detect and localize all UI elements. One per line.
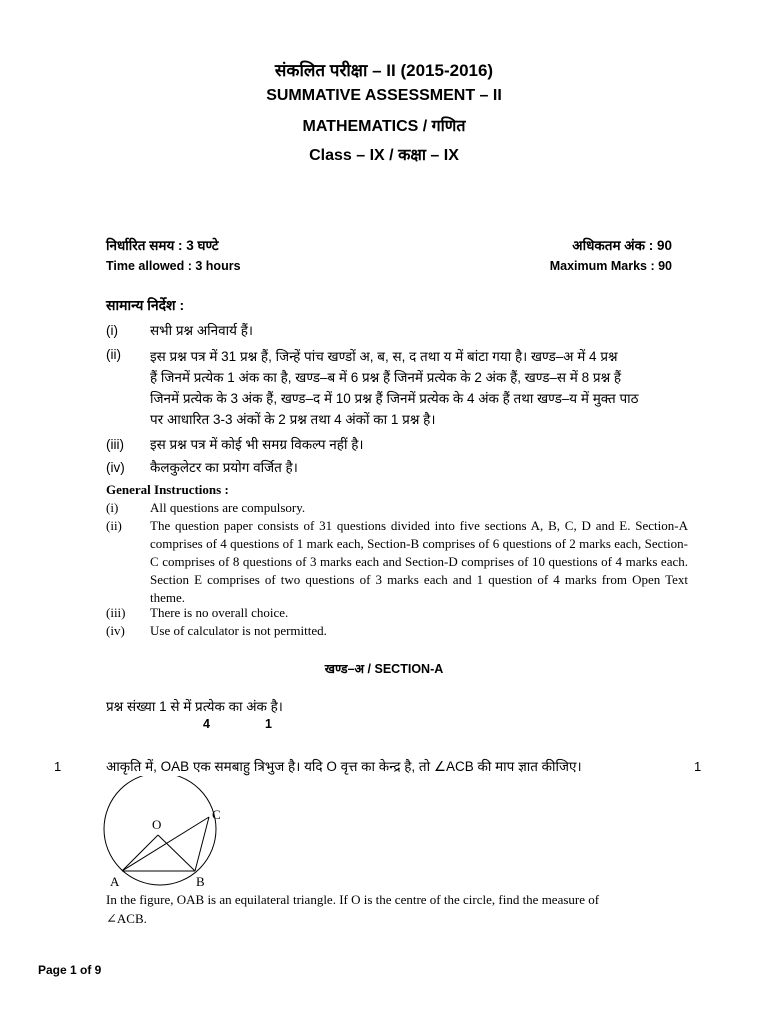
question-text-english-cont: ∠ACB. — [106, 911, 147, 926]
page-number: Page 1 of 9 — [38, 963, 102, 977]
item-number: (ii) — [106, 518, 122, 533]
label-o: O — [152, 817, 162, 832]
exam-title-english: SUMMATIVE ASSESSMENT – II — [266, 87, 502, 104]
item-number: (i) — [106, 323, 118, 338]
item-number: (iii) — [106, 437, 124, 452]
item-text: There is no overall choice. — [150, 605, 289, 620]
item-text-block — [150, 346, 688, 430]
general-instructions-title: General Instructions : — [106, 482, 229, 497]
segment-bc — [195, 817, 209, 871]
item-number: (iv) — [106, 460, 125, 475]
item-number: (iv) — [106, 623, 125, 638]
item-text: कैलकुलेटर का प्रयोग वर्जित है। — [150, 460, 298, 475]
max-marks-hindi: अधिकतम अंक : 90 — [572, 238, 672, 253]
label-a: A — [110, 874, 120, 889]
item-text-line: हैं जिनमें प्रत्येक 1 अंक का है, खण्ड–ब में 6 प्रश्न हैं जिनमें प्रत्येक के 2 अंक हैं, खण्ड–स में 8 प्रश्न हैं — [150, 370, 622, 385]
question-text-english: In the figure, OAB is an equilateral triangle. If O is the centre of the circle, find the measure of — [106, 892, 600, 907]
time-allowed-hindi: निर्धारित समय : 3 घण्टे — [106, 238, 219, 253]
segment-ac — [122, 817, 209, 871]
section-intro-count: 4 — [203, 717, 210, 731]
label-b: B — [196, 874, 205, 889]
question-marks: 1 — [694, 759, 702, 774]
segment-oa — [122, 835, 158, 871]
item-text: इस प्रश्न पत्र में कोई भी समग्र विकल्प नहीं है। — [150, 437, 364, 452]
exam-title-hindi: संकलित परीक्षा – II (2015-2016) — [274, 61, 494, 80]
item-text-line: जिनमें प्रत्येक के 3 अंक हैं, खण्ड–द में 10 प्रश्न हैं जिनमें प्रत्येक के 4 अंक हैं तथा खण्ड–य में मुक्त पाठ — [150, 391, 639, 406]
max-marks-english: Maximum Marks : 90 — [549, 259, 672, 273]
question-number: 1 — [54, 759, 62, 774]
hindi-instructions-title: सामान्य निर्देश : — [106, 297, 185, 313]
item-text: सभी प्रश्न अनिवार्य हैं। — [150, 323, 254, 338]
hindi-instruction-2 — [106, 346, 686, 430]
section-intro: प्रश्न संख्या 1 से में प्रत्येक का अंक है। — [106, 699, 283, 714]
label-c: C — [212, 807, 221, 822]
time-allowed-english: Time allowed : 3 hours — [106, 259, 241, 273]
item-text: The question paper consists of 31 questions divided into five sections A, B, C, D and E. Section-A comprises of 4 questions of 1 mark each, Section-B comprises of 6 questions of 2 marks each, Section-C comprises of 8 questions of 3 marks each and Section-D comprises of 10 questions of 4 marks each. Section E comprises of two questions of 3 marks each and 1 question of 4 marks from Open Text theme. — [150, 518, 688, 605]
segment-ob — [158, 835, 195, 871]
subject-title: MATHEMATICS / गणित — [302, 118, 466, 135]
section-intro-marks: 1 — [265, 717, 272, 731]
item-number: (i) — [106, 500, 119, 515]
item-text-line: इस प्रश्न पत्र में 31 प्रश्न हैं, जिन्हें पांच खण्डों अ, ब, स, द तथा य में बांटा गया है। खण्ड–अ में 4 प्रश्न — [150, 349, 618, 364]
question-text-hindi: आकृति में, OAB एक समबाहु त्रिभुज है। यदि O वृत्त का केन्द्र है, तो ∠ACB की माप ज्ञात कीजिए। — [106, 759, 582, 774]
circle-triangle-figure — [100, 776, 230, 891]
item-text-line: पर आधारित 3-3 अंकों के 2 प्रश्न तथा 4 अंकों का 1 प्रश्न है। — [150, 412, 436, 427]
item-text: All questions are compulsory. — [150, 500, 306, 515]
item-text: Use of calculator is not permitted. — [150, 623, 327, 638]
class-title: Class – IX / कक्षा – IX — [309, 147, 459, 164]
section-title: खण्ड–अ / SECTION-A — [324, 662, 444, 676]
item-number: (iii) — [106, 605, 126, 620]
item-number: (ii) — [106, 347, 121, 362]
